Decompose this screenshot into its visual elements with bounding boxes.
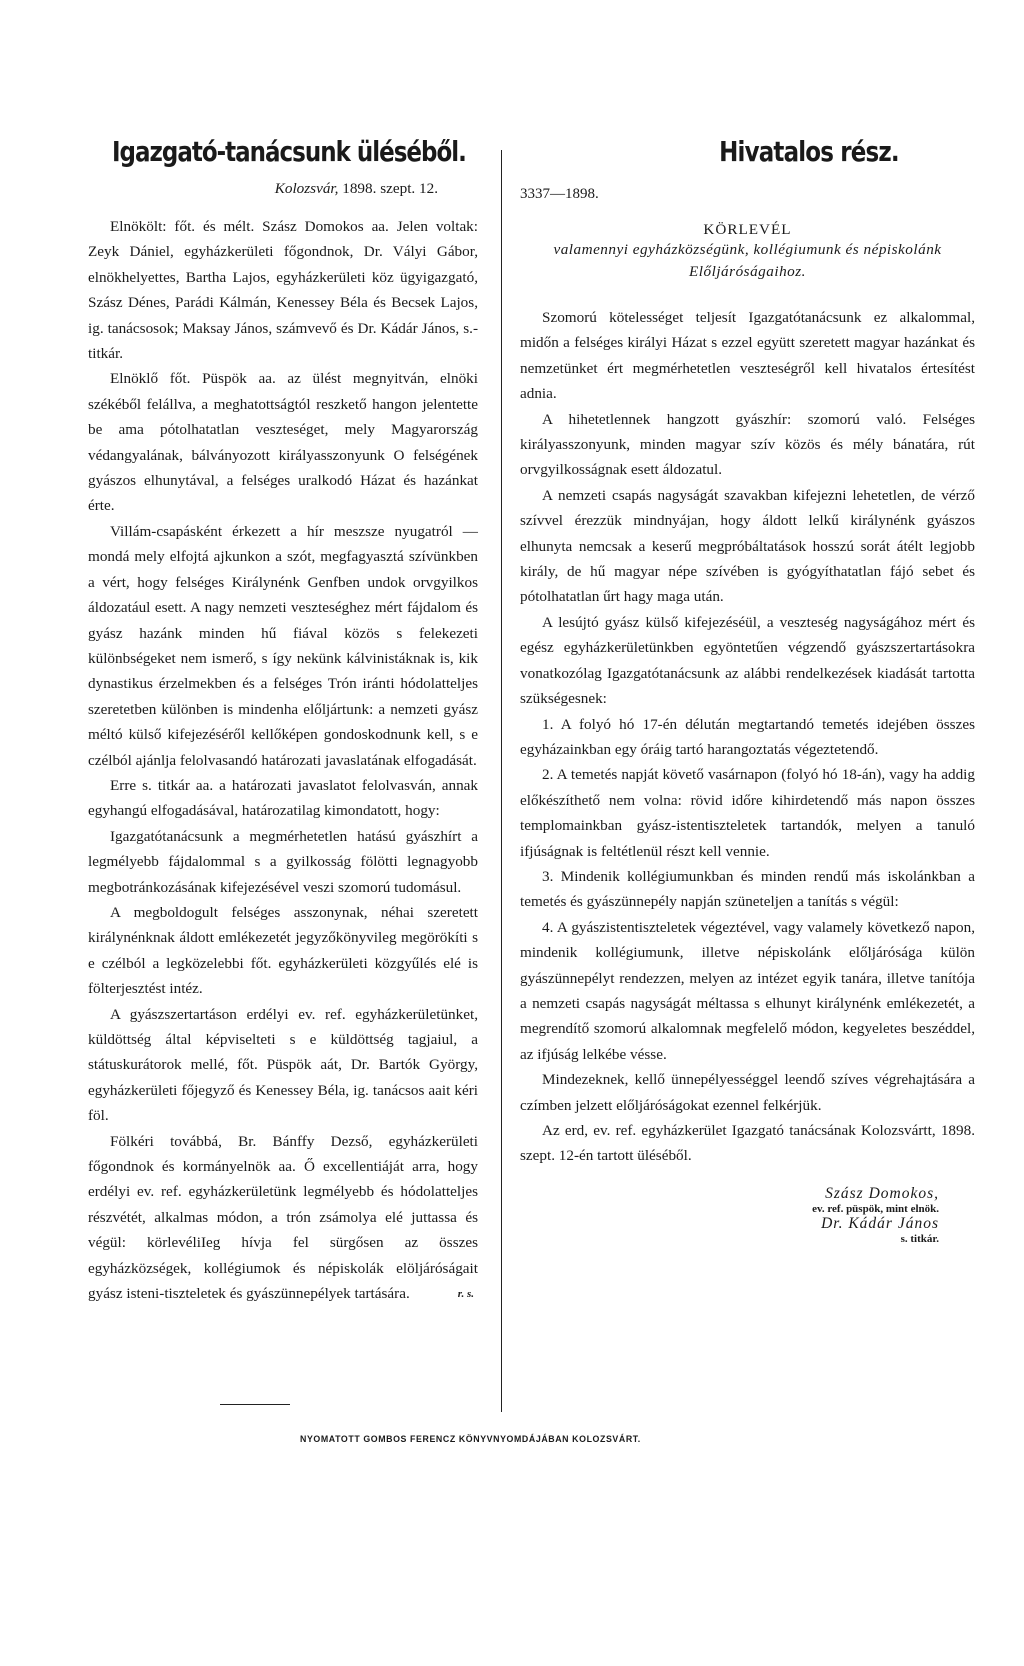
circular-heading: KÖRLEVÉL	[703, 221, 792, 238]
signatory-name: Szász Domokos,	[825, 1184, 939, 1202]
right-column	[520, 132, 975, 1245]
right-paragraph: A hihetetlennek hangzott gyászhír: szomorú való. Felséges királyasszonyunk, minden magyar szív közös és mély bánatára, rút orvgyilkosságnak esett áldozatul.	[520, 410, 975, 479]
right-paragraph: Mindezeknek, kellő ünnepélyességgel leendő szíves végrehajtására a czímben jelzett előljáróságokat ezennel felkérjük.	[520, 1071, 975, 1114]
left-paragraph: A gyászszertartáson erdélyi ev. ref. egyházkerületünket, küldöttség által képviselteti s e küldöttség tagjaiul, a státuskurátorok mellé, főt. Püspök aát, Dr. Bartók György, egyházkerületi főjegyző és Kenessey Béla, ig. tanácsos aait kéri föl.	[88, 1005, 478, 1125]
column-divider	[501, 150, 502, 1412]
right-paragraph: 1. A folyó hó 17-én délután megtartandó temetés idejében összes egyházainkban egy óráig tartó harangoztatás végeztetendő.	[520, 715, 975, 758]
printer-imprint: NYOMATOTT GOMBOS FERENCZ KÖNYVNYOMDÁJÁBAN KOLOZSVÁRT.	[300, 1434, 641, 1444]
dateline-place: Kolozsvár,	[274, 180, 339, 197]
right-paragraph: 3. Mindenik kollégiumunkban és minden rendű más iskolánkban a temetés és gyászünnepély napján szüneteljen a tanítás s végül:	[520, 867, 975, 911]
left-paragraph: Fölkéri továbbá, Br. Bánffy Dezső, egyházkerületi főgondnok és kormányelnök aa. Ő excellentiáját arra, hogy erdélyi ev. ref. egyházkerületünk legmélyebb és hódolatteljes részvétét, alkalmas módon, a trón zsámolya elé juttassa és végül: körlevéliIeg hívja fel sürgősen az összes egyházközségek, kollégiumok és népiskolák elöljáróságait gyász isteni-tiszteletek és gyászünnepélyek tartására.	[88, 1132, 478, 1303]
left-paragraph: Villám-csapásként érkezett a hír meszsze nyugatról — mondá mely elfojtá ajkunkon a szót, megfagyasztá szívünkben a vért, hogy felséges Királynénk Genfben undok orvgyilkos áldozatául esett. A nagy nemzeti veszteséghez mért fájdalom és gyász hazánk minden hű fiával közös s felekezeti különbségeket nem ismerő, s így nekünk kálvinistáknak is, kik dynastikus érzelmekben és a felséges Trón iránti hódolatteljes szeretetben különben is mindenha előljártunk: a nemzeti gyász méltó külső kifejezéséről kellőképen gondoskodnunk kell, s e czélból ajánlja felolvasandó határozati javaslatának elfogadását.	[88, 522, 478, 769]
signatory-role: s. titkár.	[900, 1232, 939, 1245]
signatory-role: ev. ref. püspök, mint elnök.	[812, 1202, 939, 1215]
left-paragraph: Erre s. titkár aa. a határozati javaslatot felolvasván, annak egyhangú elfogadásával, határozatilag kimondatott, hogy:	[88, 776, 478, 820]
dateline-date: 1898. szept. 12.	[342, 180, 438, 197]
circular-addressee: valamennyi egyházközségünk, kollégiumunk és népiskolánk Előljáróságaihoz.	[553, 241, 942, 280]
left-section-title: Igazgató-tanácsunk üléséből.	[112, 135, 466, 168]
right-paragraph: A nemzeti csapás nagyságát szavakban kifejezni lehetetlen, de vérző szívvel érezzük mindnyájan, hogy áldott lelkű királynénk gyászos elhunyta nemcsak a keserű megpróbáltatások hosszú sorát átélt legjobb király, de hű magyar népe szívében is gyógyíthatatlan fájó sebet és pótolhatatlan űrt hagy maga után.	[520, 486, 975, 606]
right-paragraph: Szomorú kötelességet teljesít Igazgatótanácsunk ez alkalommal, midőn a felséges királyi Házat s ezzel együtt szeretett magyar hazánkat és nemzetünket ért megmérhetetlen veszteségről kell hivatalos értesítést adnia.	[520, 309, 975, 403]
right-paragraph: 2. A temetés napját követő vasárnapon (folyó hó 18-án), vagy ha addig előkészíthető nem volna: rövid időre kihirdetendő más napon összes templomainkban gyász-istentiszteletek tartandók, melyen a tanuló ifjúságnak is feltétlenül részt kell vennie.	[520, 766, 975, 860]
right-section-title: Hivatalos rész.	[719, 135, 899, 168]
right-paragraph: A lesújtó gyász külső kifejezéséül, a veszteség nagyságához mért és egész egyházkerületünkben egyöntetűen végzendő gyászszertartásokra vonatkozólag Igazgatótanácsunk az alábbi rendelkezések kiadását tartotta szükségesnek:	[520, 613, 975, 708]
author-initials: r. s.	[457, 1288, 474, 1301]
signature-block	[520, 1185, 975, 1245]
footer-rule	[220, 1404, 290, 1405]
left-paragraph: Igazgatótanácsunk a megmérhetetlen hatású gyászhírt a legmélyebb fájdalommal s a gyilkosság fölötti legnagyobb megbotránkozásának kifejezésével veszi szomorú tudomásul.	[88, 827, 478, 896]
left-paragraph: A megboldogult felséges asszonynak, néhai szeretett királynénknak áldott emlékezetét jegyzőkönyvileg megörökíti s e czélból a legközelebbi főt. egyházkerületi közgyűlés elé is fölterjesztést intéz.	[88, 903, 478, 998]
left-paragraph: Elnökölt: főt. és mélt. Szász Domokos aa. Jelen voltak: Zeyk Dániel, egyházkerületi főgondnok, Dr. Vályi Gábor, elnökhelyettes, Bartha Lajos, egyházkerületi köz ügyigazgató, Szász Dénes, Parádi Kálmán, Kenessey Béla és Becsek Lajos, ig. tanácsosok; Maksay János, számvevő és Dr. Kádár János, s.-titkár.	[88, 218, 478, 363]
right-paragraph: 4. A gyászistentiszteletek végeztével, vagy valamely következő napon, mindenik kollégiumunk, illetve népiskolánk előljárósága külön gyászünnepélyt rendezzen, melyen az intézet egyik tanára, illetve tanítója a nemzeti csapás nagyságát méltassa s elhunyt királynénk emlékezetét, a megrendítő szomorú alkalomnak megfelelő módon, kegyeletes beszéddel, az ifjúság lelkébe vésse.	[520, 918, 975, 1063]
left-paragraph: Elnöklő főt. Püspök aa. az ülést megnyitván, elnöki székéből felállva, a meghatottságtól reszkető hangon jelentette be ama pótolhatatlan veszteséget, mely Magyarország védangyalának, bálványozott királyasszonyunk O felségének gyászos elhunytával, a felséges uralkodó Házat és hazánkat érte.	[88, 370, 478, 515]
signatory-name: Dr. Kádár János	[821, 1214, 939, 1232]
document-number: 3337—1898.	[520, 186, 599, 202]
left-column	[88, 132, 478, 1303]
left-dateline	[88, 180, 478, 198]
right-paragraph: Az erd, ev. ref. egyházkerület Igazgató tanácsának Kolozsvártt, 1898. szept. 12-én tartott üléséből.	[520, 1122, 975, 1165]
